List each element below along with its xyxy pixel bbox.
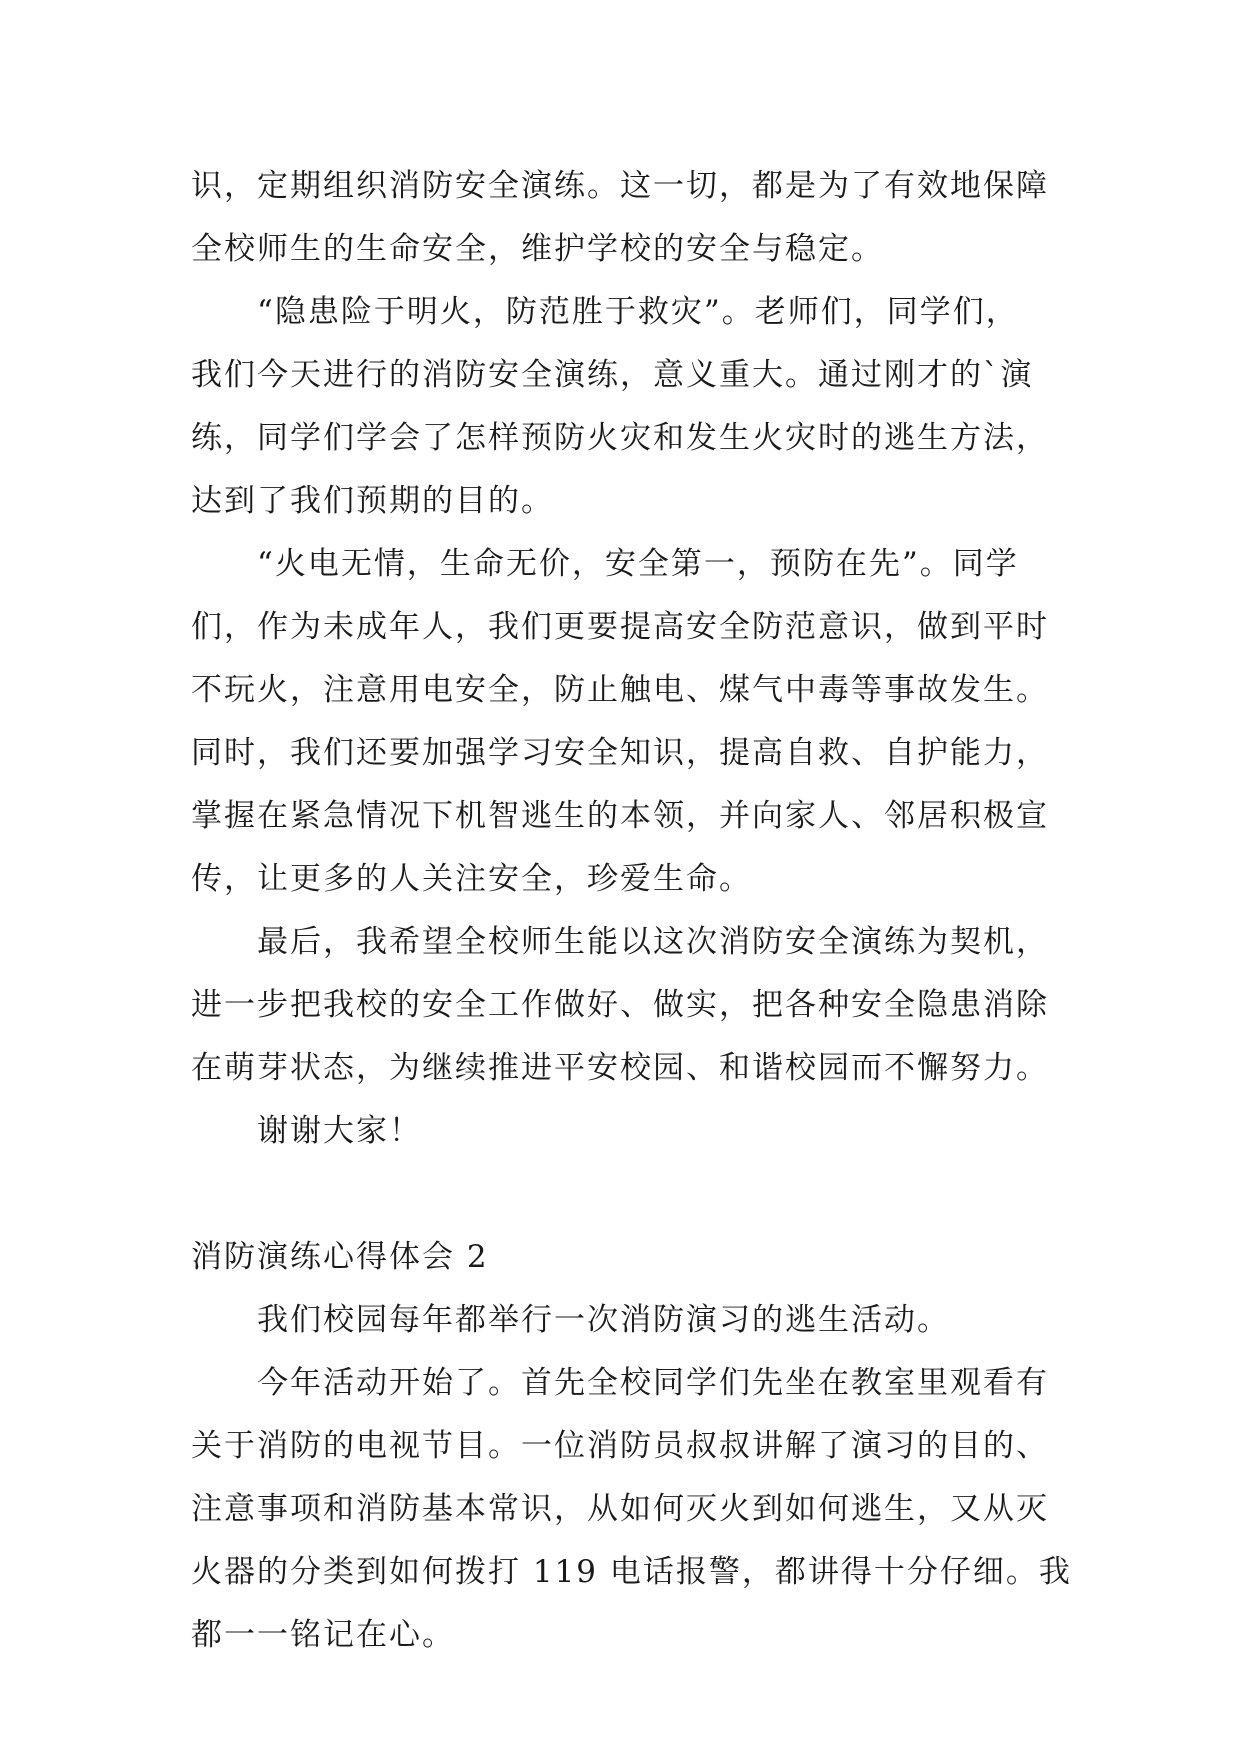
text-line: 最后，我希望全校师生能以这次消防安全演练为契机， [257, 924, 1049, 960]
text-line: 我们校园每年都举行一次消防演习的逃生活动。 [257, 1302, 950, 1338]
text-line: 传，让更多的人关注安全，珍爱生命。 [191, 861, 752, 897]
paragraph [191, 1289, 1071, 1352]
text-line: “火电无情，生命无价，安全第一，预防在先”。同学 [257, 546, 1019, 582]
text-line: 火器的分类到如何拨打 119 电话报警，都讲得十分仔细。我 [191, 1554, 1072, 1590]
paragraph [191, 155, 1071, 281]
paragraph [191, 911, 1071, 1100]
section-title: 消防演练心得体会 2 [191, 1239, 489, 1275]
text-line: 全校师生的生命安全，维护学校的安全与稳定。 [191, 231, 884, 267]
paragraph [191, 1100, 1071, 1163]
text-line: 在萌芽状态，为继续推进平安校园、和谐校园而不懈努力。 [191, 1050, 1049, 1086]
document-body [191, 155, 1071, 1667]
text-line: 都一一铭记在心。 [191, 1617, 455, 1653]
text-line: “隐患险于明火，防范胜于救灾”。老师们，同学们， [257, 294, 1019, 330]
text-line: 们，作为未成年人，我们更要提高安全防范意识，做到平时 [191, 609, 1049, 645]
text-line: 同时，我们还要加强学习安全知识，提高自救、自护能力， [191, 735, 1049, 771]
text-line: 掌握在紧急情况下机智逃生的本领，并向家人、邻居积极宣 [191, 798, 1049, 834]
text-line: 今年活动开始了。首先全校同学们先坐在教室里观看有 [257, 1365, 1049, 1401]
text-line: 达到了我们预期的目的。 [191, 483, 554, 519]
text-line: 注意事项和消防基本常识，从如何灭火到如何逃生，又从灭 [191, 1491, 1049, 1527]
closing-line: 谢谢大家！ [257, 1113, 422, 1149]
text-line: 识，定期组织消防安全演练。这一切，都是为了有效地保障 [191, 168, 1049, 204]
paragraph [191, 1352, 1071, 1667]
text-line: 不玩火，注意用电安全，防止触电、煤气中毒等事故发生。 [191, 672, 1049, 708]
text-line: 练，同学们学会了怎样预防火灾和发生火灾时的逃生方法， [191, 420, 1049, 456]
paragraph [191, 533, 1071, 911]
text-line: 关于消防的电视节目。一位消防员叔叔讲解了演习的目的、 [191, 1428, 1049, 1464]
text-line: 进一步把我校的安全工作做好、做实，把各种安全隐患消除 [191, 987, 1049, 1023]
text-line: 我们今天进行的消防安全演练，意义重大。通过刚才的`演 [191, 357, 1034, 393]
paragraph [191, 281, 1071, 533]
